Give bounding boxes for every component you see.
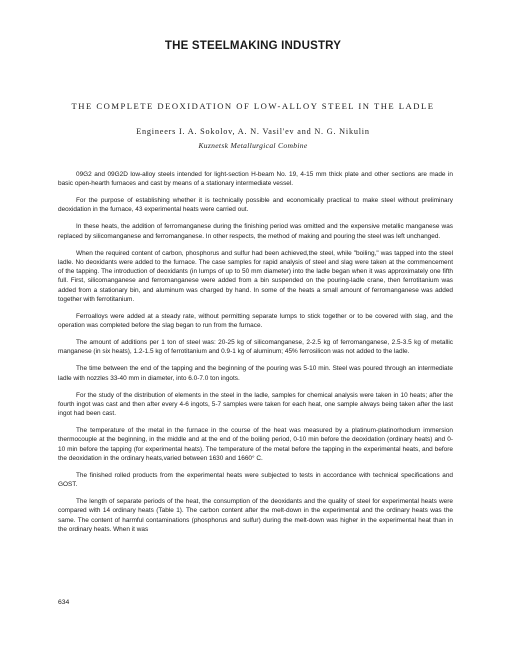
paragraph: The amount of additions per 1 ton of steel was: 20-25 kg of silicomanganese, 2-2.5 kg of ferromanganese, 2.5-3.5 kg of metallic manganese (in six heats), 1.2-1.5 kg of ferrotitanium and 0.9-1 kg of aluminum; 45% ferrosilicon was not added to the ladle.: [58, 339, 453, 356]
paragraph: The length of separate periods of the heat, the consumption of the deoxidants and the quality of steel for experimental heats were compared with 14 ordinary heats (Table 1). The carbon content after the melt-down in the experimental and the ordinary heats was the same. The content of harmful contaminations (phosphorus and sulfur) during the melt-down was higher in the experimental heat than in the ordinary heats. When it was: [58, 497, 453, 533]
affiliation: Kuznetsk Metallurgical Combine: [198, 141, 308, 150]
paragraph: When the required content of carbon, phosphorus and sulfur had been achieved,the steel, while "boiling," was tapped into the steel ladle. No deoxidants were added to the furnace. The case samples for rapid analysis of steel and slag were taken at the commencement of the tapping. The introduction of deoxidants (in lumps of up to 50 mm diameter) into the ladle began when it was approximately one fifth full. First, silicomanganese and ferromanganese were added from a bin suspended on the pouring-ladle crane, then ferrotitanium was added from a stationary bin, and aluminum was charged by hand. In some of the heats a small amount of ferromanganese was added together with ferrotitanium.: [58, 249, 453, 304]
paragraph: The finished rolled products from the experimental heats were subjected to tests in accordance with technical specifications and GOST.: [58, 471, 453, 489]
journal-title: THE STEELMAKING INDUSTRY: [164, 40, 342, 52]
paragraph: Ferroalloys were added at a steady rate, without permitting separate lumps to stick together or to be covered with slag, and the operation was completed before the slag began to run from the furnace.: [58, 312, 453, 330]
paragraph: The time between the end of the tapping and the beginning of the pouring was 5-10 min. Steel was poured through an intermediate ladle with nozzles 33-40 mm in diameter, into 6.0-7.0 ton ingots.: [58, 365, 453, 382]
article-body: [58, 170, 453, 542]
paragraph: 09G2 and 09G2D low-alloy steels intended for light-section H-beam No. 19, 4-15 mm thick plate and other sections are made in basic open-hearth furnaces and cast by means of a stationary intermediate vessel.: [58, 171, 453, 188]
paragraph: In these heats, the addition of ferromanganese during the finishing period was omitted and the expensive metallic manganese was replaced by silicomanganese and ferromanganese. In other respects, the method of making and pouring the steel was left unchanged.: [58, 223, 453, 240]
paragraph: For the purpose of establishing whether it is technically possible and economically practical to make steel without preliminary deoxidation in the furnace, 43 experimental heats were carried out.: [58, 197, 453, 214]
paragraph: The temperature of the metal in the furnace in the course of the heat was measured by a platinum-platinorhodium immersion thermocouple at the beginning, in the middle and at the end of the boiling period, 0-10 min before the deoxidation (ordinary heats) and 0-10 min before the tapping (for experimental heats). The temperature of the metal before the tapping in the experimental heats, and before the deoxidation in the ordinary heats,varied between 1630 and 1660° C.: [58, 426, 453, 462]
paragraph: For the study of the distribution of elements in the steel in the ladle, samples for chemical analysis were taken in 10 heats; after the fourth ingot was cast and then after every 4-6 ingots, 5-7 samples were taken for each heat, one sample always being taken after the last ingot had been cast.: [58, 391, 453, 418]
article-title: THE COMPLETE DEOXIDATION OF LOW-ALLOY STEEL IN THE LADLE: [71, 101, 435, 111]
page-number: 634: [58, 599, 70, 606]
authors: Engineers I. A. Sokolov, A. N. Vasil'ev and N. G. Nikulin: [136, 127, 370, 136]
